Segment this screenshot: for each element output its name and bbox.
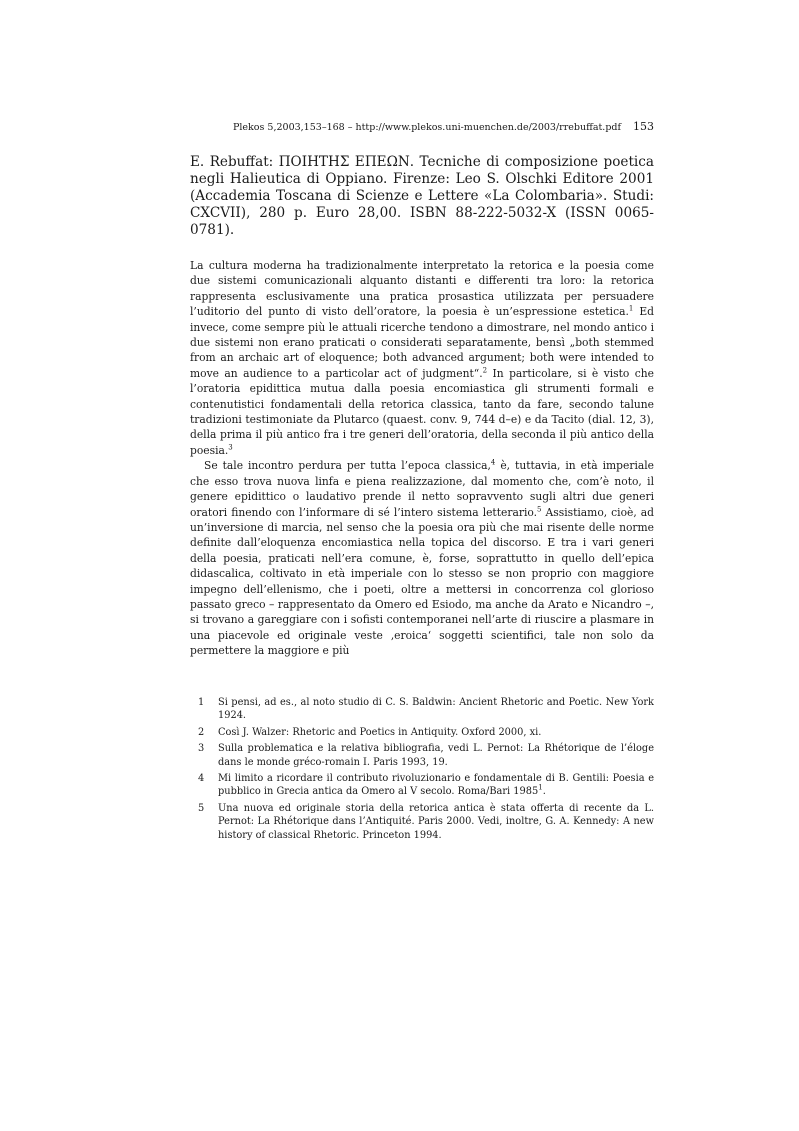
footnote-number: 5 — [198, 802, 205, 814]
footnote-number: 3 — [198, 743, 205, 755]
footnote-ref[interactable]: 3 — [228, 443, 233, 452]
footnote-number: 4 — [198, 773, 205, 785]
footnote — [198, 742, 654, 769]
paragraph-2 — [190, 458, 654, 658]
footnote — [198, 696, 654, 723]
footnote-ref[interactable]: 4 — [490, 458, 496, 467]
footnote — [198, 772, 654, 799]
footnote-text: Una nuova ed originale storia della retorica antica è stata offerta di recente da L. Pernot: La Rhétorique dans l’Antiquité. Paris 2000. Vedi, inoltre, G. A. Kennedy: A new history of classical Rhetoric. Princeton 1994. — [218, 802, 654, 841]
paragraph-text: Ed invece, come sempre più le attuali ricerche tendono a dimostrare, nel mondo antico i due sistemi non erano praticati o considerati separatamente, bensì „both stemmed from an archaic art of eloquence; both advanced argument; both were intended to move an audience to a particolar act of judgment“. — [190, 305, 655, 380]
edition-superscript: 1 — [538, 784, 543, 793]
paragraph-1 — [190, 258, 654, 458]
footnote-ref[interactable]: 5 — [537, 504, 542, 513]
running-header — [190, 121, 654, 134]
footnote-text-tail: . — [542, 786, 546, 798]
footnote-text: Così J. Walzer: Rhetoric and Poetics in Antiquity. Oxford 2000, xi. — [218, 726, 542, 738]
page-number: 153 — [633, 120, 654, 133]
footnote-ref[interactable]: 2 — [482, 366, 488, 375]
paragraph-text: Se tale incontro perdura per tutta l’epoca classica, — [204, 459, 491, 473]
footnotes — [198, 696, 654, 845]
footnote-number: 1 — [198, 697, 205, 708]
paragraph-text: In particolare, si è visto che l’oratoria epidittica mutua dalla poesia encomiastica gli strumenti formali e contenutistici fondamentali della retorica classica, tanto da fare, secondo talune tradizioni testimoniate da Plutarco (quaest. conv. 9, 744 d–e) e da Tacito (dial. 12, 3), della prima il più antico fra i tre generi dell’oratoria, della seconda il più antico della poesia. — [190, 366, 655, 457]
review-book-title: E. Rebuffat: ΠΟΙΗΤΗΣ ΕΠΕΩΝ. Tecniche di composizione poetica negli Halieutica di Oppiano. Firenze: Leo S. Olschki Editore 2001 (Accademia Toscana di Scienze e Lettere «La Colombaria». Studi: CXCVII), 280 p. Euro 28,00. ISBN 88-222-5032-X (ISSN 0065-0781). — [190, 154, 654, 238]
body-text — [190, 258, 654, 659]
footnote-text: Mi limito a ricordare il contributo rivoluzionario e fondamentale di B. Gentili: Poesia e pubblico in Grecia antica da Omero al V secolo. Roma/Bari 1985 — [218, 773, 654, 798]
footnote-text: Si pensi, ad es., al noto studio di C. S. Baldwin: Ancient Rhetoric and Poetic. New York 1924. — [218, 697, 654, 722]
footnote — [198, 726, 654, 739]
paragraph-text: Assistiamo, cioè, ad un’inversione di marcia, nel senso che la poesia ora più che mai risente delle norme definite dall’eloquenza encomiastica nella topica del discorso. E tra i vari generi della poesia, praticati nell’era comune, è, forse, soprattutto in quello dell’epica didascalica, coltivato in età imperiale con lo stesso se non proprio con maggiore impegno dell’ellenismo, che i poeti, oltre a mettersi in concorrenza col glorioso passato greco – rappresentato da Omero ed Esiodo, ma anche da Arato e Nicandro –, si trovano a gareggiare con i sofisti contemporanei nell’arte di riuscire a plasmare in una piacevole ed originale veste ‚eroica‘ soggetti scientifici, tale non solo da permettere la maggiore e più — [190, 505, 654, 658]
footnote — [198, 802, 654, 842]
footnote-text-wrap — [218, 772, 654, 799]
footnote-text: Sulla problematica e la relativa bibliografia, vedi L. Pernot: La Rhétorique de l’éloge dans le monde gréco-romain I. Paris 1993, 19. — [218, 743, 654, 768]
running-header-text: Plekos 5,2003,153–168 – http://www.plekos.uni-muenchen.de/2003/rrebuffat.pdf — [233, 122, 621, 133]
footnote-ref[interactable]: 1 — [628, 304, 634, 313]
paragraph-text: è, tuttavia, in età imperiale che esso trova nuova linfa e piena realizzazione, dal momento che, com’è noto, il genere epidittico o laudativo prende il netto sopravvento sugli altri due generi oratori finendo con l’informare di sé l’intero sistema letterario. — [190, 459, 654, 519]
footnote-number: 2 — [198, 726, 205, 738]
paragraph-text: La cultura moderna ha tradizionalmente interpretato la retorica e la poesia come due sistemi comunicazionali alquanto distanti e differenti tra loro: la retorica rappresenta esclusivamente una pratica prosastica utilizzata per persuadere l’uditorio del punto di visto dell’oratore, la poesia è un’espressione estetica. — [190, 259, 654, 319]
